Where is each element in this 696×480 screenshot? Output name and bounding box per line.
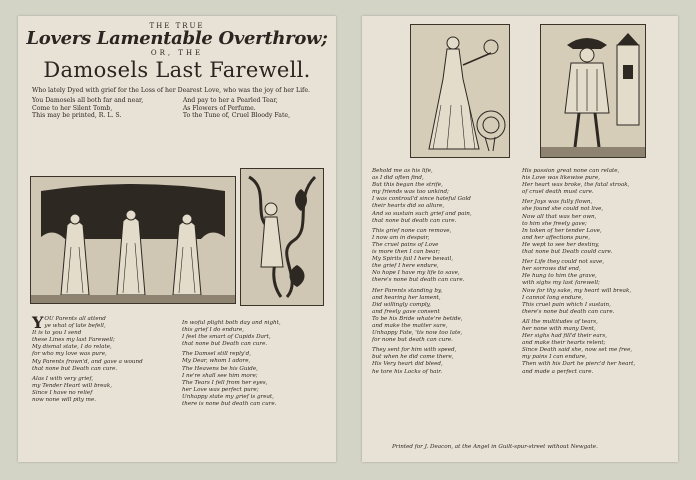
three-women-mourning-image [31, 177, 235, 303]
lady-with-peacock-image [411, 25, 509, 157]
intro-text: Who lately Dyed with grief for the Loss of her Dearest Love, who was the joy of her Life. [32, 87, 310, 94]
opening-couplet [18, 97, 336, 119]
printer-colophon: Printed for J. Deacon, at the Angel in Guilt-spur-street without Newgate. [392, 444, 598, 450]
verse-stanza: Her Parents standing by, and hearing her lament, Did willingly comply, and freely gave consent To be his Bride whate're betide, and make the matter sure, Unhappy Fate, 'tis now too late, for none but death can cure. [372, 287, 463, 344]
right-broadside-page [362, 16, 678, 462]
right-verse-column-2 [522, 168, 672, 379]
gentleman-with-hat-woodcut [540, 24, 646, 158]
ornamental-figure-panel-woodcut [240, 168, 324, 306]
stanza-text: OU Parents all attend ye what of late befell, It is to you I send these Lines my last Farewell; My dismal state, I do relate, for who my love was pure, My Parents frown'd, and gave a wound that none but Death can cure. [32, 316, 143, 372]
verse-stanza: The Damsel still reply'd, My Dear, whom I adore, The Heavens be his Guide, I ne're shall see him more; The Tears I fell from her eyes, her Love was perfect pure; Unhappy state my grief is great, there is none but death can cure. [182, 351, 277, 408]
title-pre: THE TRUE [149, 22, 205, 30]
ornamental-figure-image [241, 169, 323, 305]
dropcap: Y [32, 313, 44, 332]
title-main: Lovers Lamentable Overthrow; [26, 28, 328, 49]
verse-stanza: This grief none can remove, I now am in despair, The cruel pains of Love is more then I can bear; My Spirits fail I here bewail, the grief I here endure, No hope I have my life to save, there's none but death can cure. [372, 227, 465, 284]
left-verse-column-2 [182, 320, 330, 411]
couplet-right: And pay to her a Pearled Tear, As Flowers of Perfume. To the Tune of, Cruel Bloody Fate, [182, 97, 291, 120]
title-sub: Damosels Last Farewell. [43, 58, 311, 82]
verse-stanza [32, 313, 180, 373]
verse-stanza: In woful plight both day and night, this grief I do endure, I feel the smart of Cupids Dart, that none but Death can cure. [182, 320, 281, 348]
verse-stanza: All the multitudes of tears, her none with many Dent, Her sighs had fill'd their ears, and make their hearts relent; Since Death said she, now set me free, my pains I can endure, Then with his Dart he pierc'd her heart, and made a perfect cure. [522, 318, 636, 375]
three-women-mourning-woodcut [30, 176, 236, 304]
verse-stanza: His passion great none can relate, his Love was likewise pure, Her heart was broke, the fatal stroak, of cruel death must cure. [522, 168, 630, 196]
left-verse-column-1 [32, 313, 180, 407]
couplet-left: You Damosels all both far and near, Come to her Silent Tomb, This may be printed, R. L. S. [32, 97, 144, 120]
verse-stanza: Her Joys was fully flown, she found she could not live, Now all that was her own, to him she freely gave; In token of her tender Love, and her affections pure, He wept to see her destiny, that none but Death could cure. [522, 199, 613, 256]
verse-stanza: Behold me as his life, as I did often find, But this began the strife, my friends was too unkind; I was controul'd since hateful Gold their hearts did so allure, And so sustain such grief and pain, that none but death can cure. [372, 168, 472, 224]
left-broadside-page [18, 16, 336, 462]
gentleman-with-hat-image [541, 25, 645, 157]
lady-with-peacock-woodcut [410, 24, 510, 158]
right-verse-column-1 [372, 168, 522, 379]
verse-stanza: Her Life they could not save, her sorrows did end, He hung to him the grave, with sighs my last farewell; Now for thy sake, my heart will break, I cannot long endure, This cruel pain which I sustain, there's none but death can cure. [522, 259, 632, 315]
verse-stanza: They sent for him with speed, but when he did come there, His Very heart did bleed, he tore his Locks of hair. [372, 347, 457, 375]
title-or: OR, THE [150, 49, 204, 57]
verse-stanza: Alas I with very grief, my Tender Heart will break, Since I have no relief now none will pity me. [32, 375, 113, 404]
